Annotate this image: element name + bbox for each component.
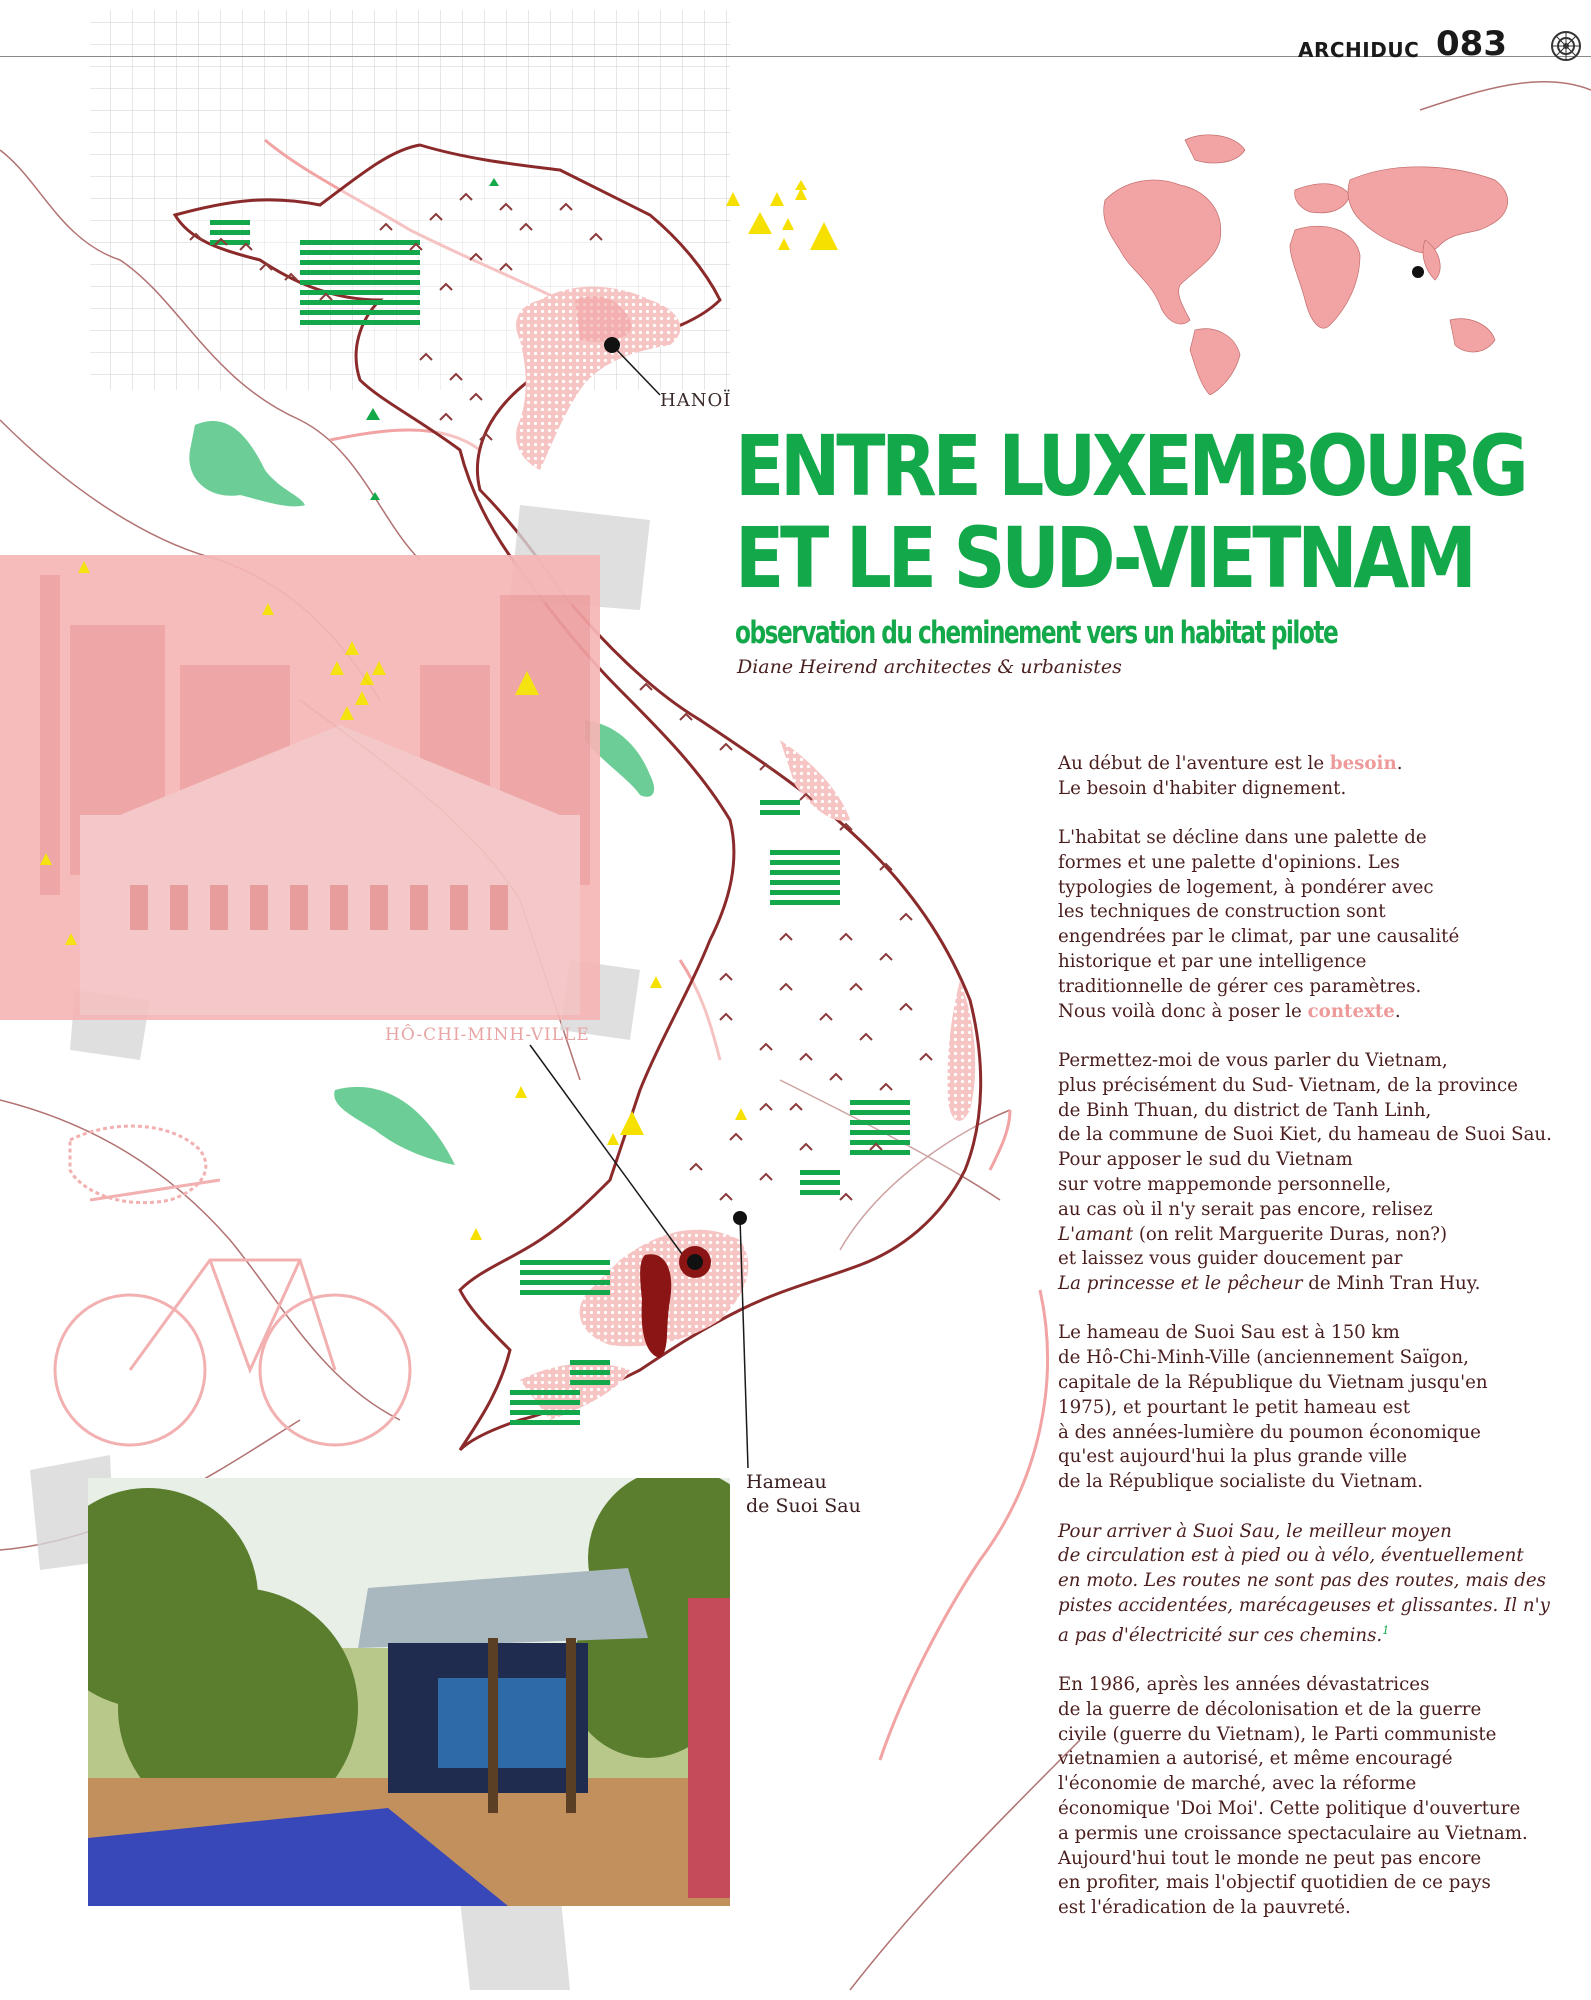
hut-photo-drawing	[88, 1478, 730, 1906]
paragraph-6: En 1986, après les années dévastatrices de la guerre de décolonisation et de la guerre civile (guerre du Vietnam), le Parti communiste vietnamien a autorisé, et même encouragé l'économie de marché, avec la réforme économique 'Doi Moi'. Cette politique d'ouverture a permis une croissance spectaculaire au Vietnam. Aujourd'hui tout le monde ne peut pas encore en profiter, mais l'objectif quotidien de ce pays est l'éradication de la pauvreté.	[1058, 1674, 1528, 1919]
paragraph-3: Permettez-moi de vous parler du Vietnam, plus précisément du Sud- Vietnam, de la province de Binh Thuan, du district de Tanh Linh, de la commune de Suoi Kiet, du hameau de Suoi Sau. Pour apposer le sud du Vietnam sur votre mappemonde personnelle, au cas où il n'y serait pas encore, relisez L'amant (on relit Marguerite Duras, non?) et laissez vous guider doucement par La princesse et le pêcheur de Minh Tran Huy.	[1058, 1049, 1552, 1295]
paragraph-1: Au début de l'aventure est le besoin. Le besoin d'habiter dignement.	[1058, 753, 1403, 799]
keyword-contexte: contexte	[1307, 1000, 1395, 1022]
label-hameau-suoi-sau	[746, 1470, 861, 1518]
hut-photo	[88, 1478, 730, 1906]
keyword-besoin: besoin	[1329, 753, 1397, 774]
paragraph-5: Pour arriver à Suoi Sau, le meilleur moyen de circulation est à pied ou à vélo, éventuellement en moto. Les routes ne sont pas des routes, mais des pistes accidentées, marécageuses et glissantes. Il n'y a pas d'électricité sur ces chemins.$^1$	[1058, 1520, 1550, 1646]
city-photo	[0, 555, 600, 1020]
label-ho-chi-minh-ville: HÔ-CHI-MINH-VILLE	[385, 1025, 590, 1045]
footnote-marker[interactable]: 1	[1382, 1623, 1390, 1637]
paragraph-2: L'habitat se décline dans une palette de formes et une palette d'opinions. Les typologies de logement, à pondérer avec les techniques de construction sont engendrées par le climat, par une causalité historique et par une intelligence traditionnelle de gérer ces paramètres. Nous voilà donc à poser le contexte.	[1058, 827, 1460, 1022]
world-map-marker	[1412, 266, 1424, 278]
magazine-brand: ARCHIDUC	[1298, 38, 1420, 62]
city-photo-drawing	[0, 555, 600, 1020]
title-line-1: ENTRE LUXEMBOURG	[735, 417, 1525, 515]
rosette-icon	[1550, 30, 1582, 62]
book-title-la-princesse: La princesse et le pêcheur	[1058, 1273, 1303, 1295]
hcm-marker	[687, 1254, 703, 1270]
bicycle-sketch	[55, 1126, 410, 1445]
article-title	[735, 417, 1525, 607]
page-number: 083	[1436, 24, 1507, 64]
article-author: Diane Heirend architectes & urbanistes	[737, 656, 1122, 678]
article-subtitle: observation du cheminement vers un habitat pilote	[735, 615, 1338, 651]
world-map	[1095, 120, 1525, 395]
title-line-2: ET LE SUD-VIETNAM	[735, 509, 1473, 607]
label-hameau-line2: de Suoi Sau	[746, 1495, 861, 1517]
book-title-l-amant: L'amant	[1058, 1223, 1134, 1245]
hanoi-marker	[604, 337, 620, 353]
label-hameau-line1: Hameau	[746, 1471, 827, 1493]
paragraph-4: Le hameau de Suoi Sau est à 150 km de Hô-Chi-Minh-Ville (anciennement Saïgon, capitale de la République du Vietnam jusqu'en 1975), et pourtant le petit hameau est à des années-lumière du poumon économique qu'est aujourd'hui la plus grande ville de la République socialiste du Vietnam.	[1058, 1322, 1488, 1493]
hameau-marker	[733, 1211, 747, 1225]
label-hanoi: HANOÏ	[660, 390, 732, 411]
article-body	[1058, 752, 1558, 1946]
